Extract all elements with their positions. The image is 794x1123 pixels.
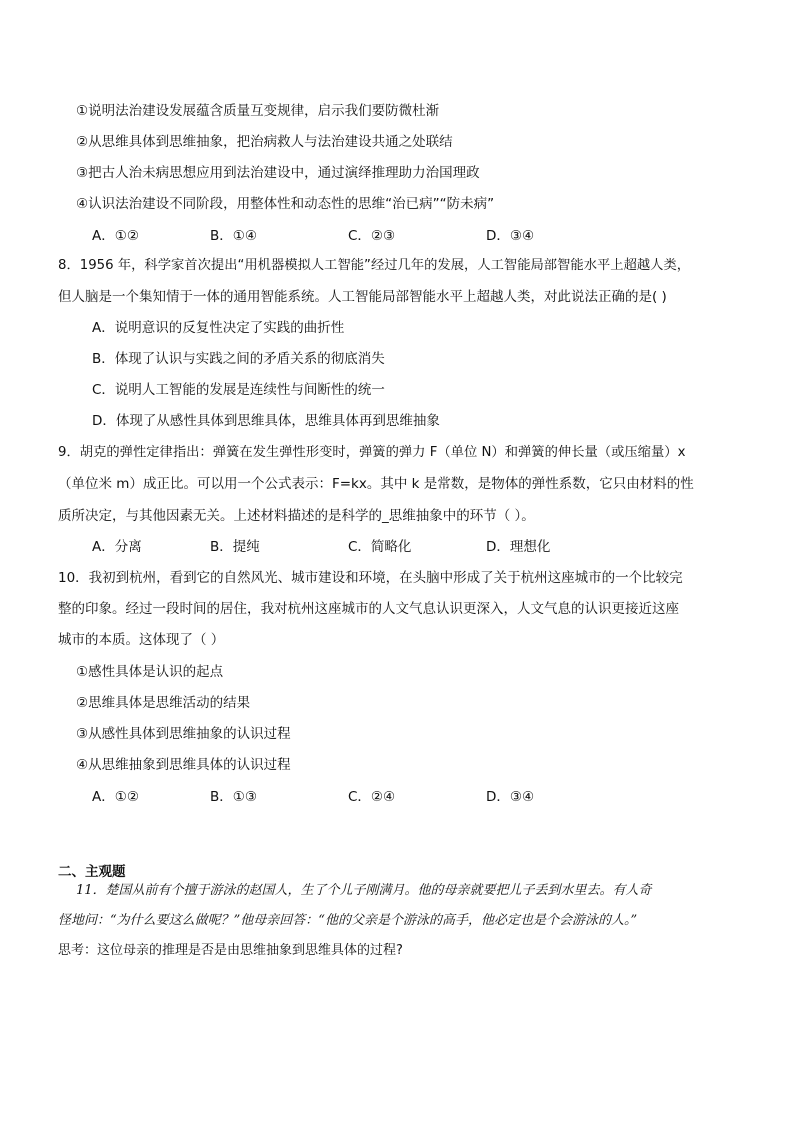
- q7-statement-2: ②从思维具体到思维抽象，把治病救人与法治建设共通之处联结: [76, 134, 453, 150]
- q7-statement-3: ③把古人治未病思想应用到法治建设中，通过演绎推理助力治国理政: [76, 165, 480, 181]
- q8-option-d[interactable]: D．体现了从感性具体到思维具体，思维具体再到思维抽象: [92, 413, 440, 429]
- q10-statement-3: ③从感性具体到思维抽象的认识过程: [76, 726, 291, 742]
- q9-option-a[interactable]: A．分离: [92, 539, 142, 555]
- q7-statement-4: ④认识法治建设不同阶段，用整体性和动态性的思维“治已病”“防未病”: [76, 196, 495, 212]
- q8-option-c[interactable]: C．说明人工智能的发展是连续性与间断性的统一: [92, 382, 385, 398]
- q10-stem-line-3: 城市的本质。这体现了（ ）: [58, 632, 225, 648]
- q10-statement-1: ①感性具体是认识的起点: [76, 664, 224, 680]
- q10-statement-4: ④从思维抽象到思维具体的认识过程: [76, 757, 291, 773]
- q8-stem-line-2: 但人脑是一个集知情于一体的通用智能系统。人工智能局部智能水平上超越人类，对此说法正确的是( ): [58, 289, 667, 305]
- q9-option-b[interactable]: B．提纯: [210, 539, 260, 555]
- q7-statement-1: ①说明法治建设发展蕴含质量互变规律，启示我们要防微杜渐: [76, 103, 440, 119]
- q10-stem-line-1: 10．我初到杭州，看到它的自然风光、城市建设和环境，在头脑中形成了关于杭州这座城市的一个比较完: [58, 570, 683, 586]
- q10-option-d[interactable]: D．③④: [486, 789, 535, 805]
- q7-option-b[interactable]: B．①④: [210, 228, 257, 244]
- q8-stem-line-1: 8．1956 年，科学家首次提出“用机器模拟人工智能”经过几年的发展，人工智能局部智能水平上超越人类，: [58, 258, 691, 273]
- q9-option-c[interactable]: C．简略化: [348, 539, 412, 555]
- q7-option-a[interactable]: A．①②: [92, 228, 139, 244]
- q10-option-a[interactable]: A．①②: [92, 789, 139, 805]
- q9-stem-line-2: （单位米 m）成正比。可以用一个公式表示：F=kx。其中 k 是常数，是物体的弹性系数，它只由材料的性: [58, 476, 694, 492]
- q11-line-2: 怪地问：“为什么要这么做呢？”他母亲回答：“他的父亲是个游泳的高手，他必定也是个会游泳的人。”: [58, 913, 638, 928]
- q7-option-d[interactable]: D．③④: [486, 228, 535, 244]
- q8-option-a[interactable]: A．说明意识的反复性决定了实践的曲折性: [92, 320, 345, 336]
- q7-option-c[interactable]: C．②③: [348, 228, 396, 244]
- q11-line-1: 11．楚国从前有个擅于游泳的赵国人，生了个儿子刚满月。他的母亲就要把儿子丢到水里去。有人奇: [76, 883, 652, 898]
- q9-stem-line-3: 质所决定，与其他因素无关。上述材料描述的是科学的_思维抽象中的环节（ ）。: [58, 508, 535, 524]
- section-title: 二、主观题: [58, 864, 126, 880]
- q9-stem-line-1: 9．胡克的弹性定律指出：弹簧在发生弹性形变时，弹簧的弹力 F（单位 N）和弹簧的伸长量（或压缩量）x: [58, 445, 686, 460]
- q10-option-c[interactable]: C．②④: [348, 789, 396, 805]
- q8-option-b[interactable]: B．体现了认识与实践之间的矛盾关系的彻底消失: [92, 351, 385, 367]
- q10-option-b[interactable]: B．①③: [210, 789, 257, 805]
- q11-question: 思考：这位母亲的推理是否是由思维抽象到思维具体的过程?: [58, 943, 403, 958]
- q9-option-d[interactable]: D．理想化: [486, 539, 551, 555]
- q10-statement-2: ②思维具体是思维活动的结果: [76, 695, 251, 711]
- q10-stem-line-2: 整的印象。经过一段时间的居住，我对杭州这座城市的人文气息认识更深入，人文气息的认识更接近这座: [58, 601, 679, 617]
